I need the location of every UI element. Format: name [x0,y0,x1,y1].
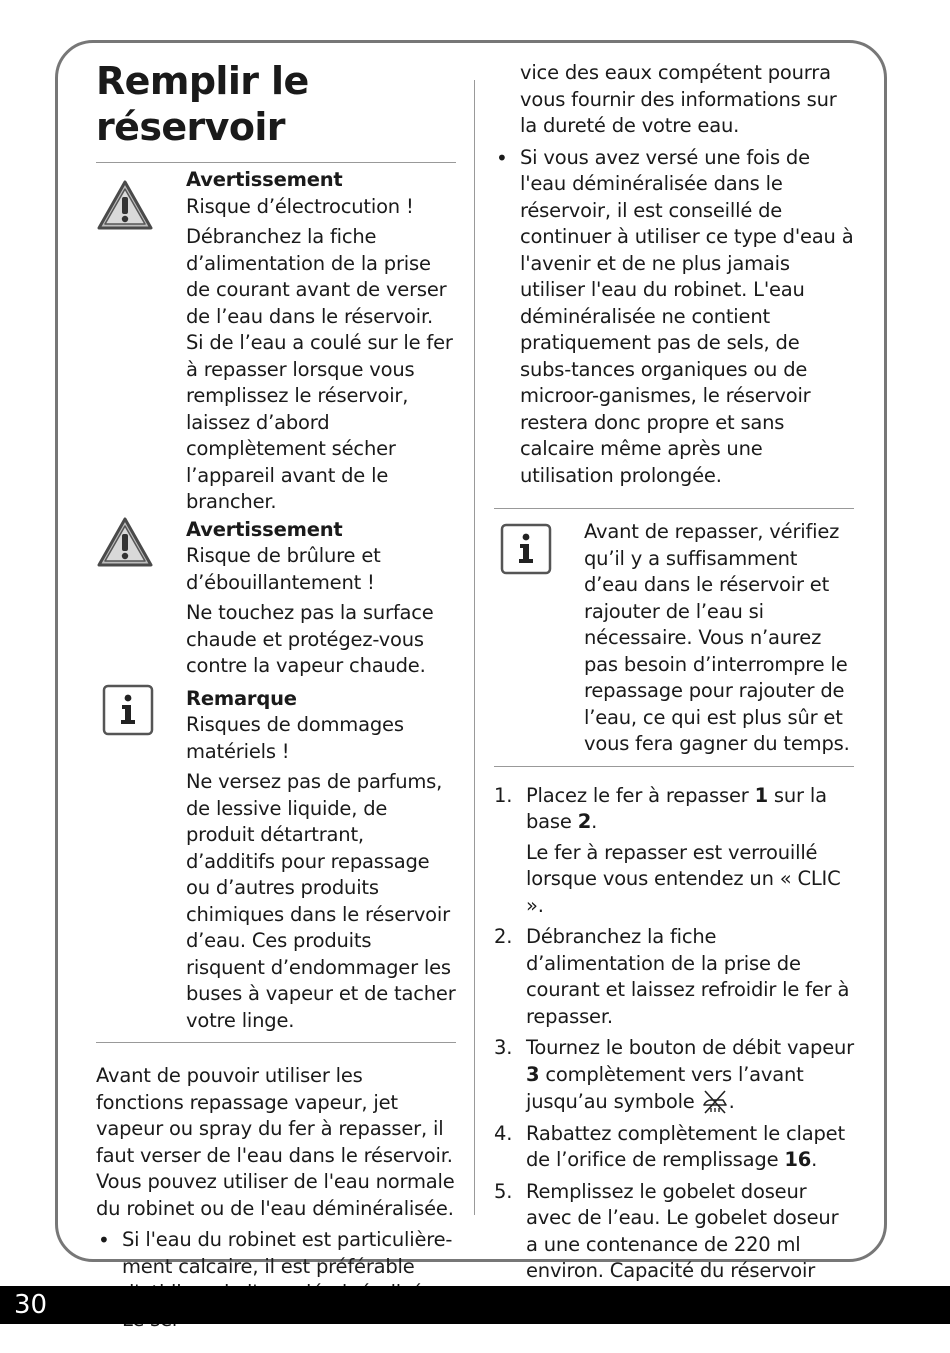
divider [494,508,854,509]
column-divider [474,80,475,1215]
step-2: 2. Débranchez la fiche d’alimentation de la prise de courant et laissez refroidir le fer à repasser. [494,925,850,1028]
list-item: • Si l'eau du robinet est particulière-ment calcaire, il est préférable [96,1227,456,1333]
bullet-list [494,145,854,490]
page-number: 30 [14,1290,48,1320]
divider [96,1042,456,1043]
step-5: 5. Remplissez le gobelet doseur avec de l’eau. Le gobelet doseur a une contenance de 220 ml environ. Capacité du réservoir [494,1179,839,1282]
step-3: 3. Tournez le bouton de débit vapeur 3 complètement vers l’avant jusqu’au symbole . [494,1036,854,1113]
list-item: • Si vous avez versé une fois de l'eau déminéralisée dans le réservoir, il est conseillé de continuer à utiliser ce type d'eau à l'avenir et de ne plus jamais utiliser l'eau du robinet. L'eau déminéralisée ne contient pratiquement pas de sels, de subs-tances organiques ou de microor-ganismes, le réservoir restera donc propre et sans calcaire même après une utilisation prolongée. [494,145,854,490]
page-title: Remplir le réservoir [96,59,309,149]
note-material-damage: Remarque Risques de dommages matériels ! Ne versez pas de parfums, de lessive liquide, de produit détartrant, d’additifs pour repassage ou d’autres produits chimiques dans le réservoir d’eau. Ces produits risquent d’endommager les buses à vapeur et de tacher votre linge. [96,686,456,1035]
intro-paragraph: Avant de pouvoir utiliser les fonctions repassage vapeur, jet vapeur ou spray du fer à repasser, il faut verser de l'eau dans le réservoir. Vous pouvez utiliser de l'eau normale du robinet ou de l'eau déminéralisée. [96,1064,455,1220]
warning-burn: Avertissement Risque de brûlure et d’ébouillantement ! Ne touchez pas la surface chaude et protégez-vous contre la vapeur chaude. [96,517,456,680]
no-steam-icon [701,1088,729,1114]
left-column [96,58,456,1333]
divider [96,162,456,163]
info-icon [102,684,154,744]
warning-electrocution: Avertissement Risque d’électrocution ! Débranchez la fiche d’alimentation de la prise de courant avant de verser de l’eau dans le réservoir. Si de l’eau a coulé sur le fer à repasser lorsque vous remplissez le réservoir, laissez d’abord complètement sécher l’appareil avant de le brancher. [96,167,456,516]
step-1: 1. Placez le fer à repasser 1 sur la base 2. Le fer à repasser est verrouillé lorsque vous entendez un « CLIC ». [494,783,841,917]
step-4: 4. Rabattez complètement le clapet de l’orifice de remplissage 16. [494,1121,845,1171]
steps-list [494,783,854,1312]
warning-triangle-icon [96,179,154,239]
divider [494,766,854,767]
list-item-continuation: vice des eaux compétent pourra vous fournir des informations sur la dureté de votre eau. [520,61,837,137]
warning-triangle-icon [96,516,154,576]
page-footer [0,1286,950,1324]
right-column [494,60,854,1311]
info-icon [500,523,552,583]
info-check-water: Avant de repasser, vérifiez qu’il y a suffisamment d’eau dans le réservoir et rajouter de l’eau si nécessaire. Vous n’aurez pas besoin d’interrompre le repassage pour rajouter de l’eau, ce qui est plus sûr et vous fera gagner du temps. [494,519,854,766]
